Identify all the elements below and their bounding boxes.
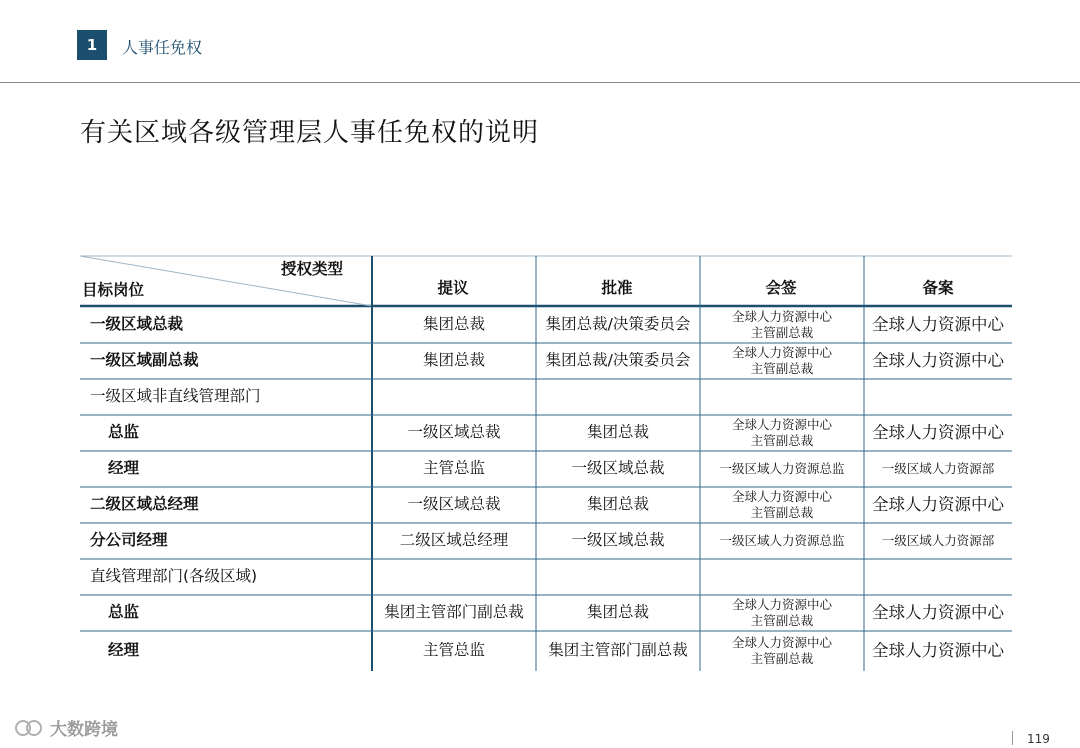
column-header-approve: 批准 (601, 279, 633, 298)
cosign-line: 全球人力资源中心 (731, 635, 832, 651)
cell-cosign (700, 595, 864, 631)
cosign-line: 全球人力资源中心 (731, 597, 832, 613)
watermark-logo (14, 715, 118, 740)
row-label: 一级区域总裁 (90, 315, 184, 334)
cosign-line: 主管副总裁 (750, 361, 814, 376)
cell-approve: 集团主管部门副总裁 (548, 641, 688, 660)
cosign-line: 主管副总裁 (750, 613, 814, 628)
row-label: 总监 (108, 603, 140, 622)
corner-bottom-label: 目标岗位 (82, 281, 145, 300)
cell-propose: 二级区域总经理 (399, 531, 509, 550)
cell-approve: 一级区域总裁 (571, 531, 665, 550)
cell-record: 一级区域人力资源部 (881, 461, 995, 477)
page-number: 119 (1027, 732, 1050, 746)
cell-propose: 集团主管部门副总裁 (384, 603, 524, 622)
row-label: 分公司经理 (90, 531, 168, 550)
cosign-line: 主管副总裁 (750, 651, 814, 666)
cell-propose: 集团总裁 (422, 315, 485, 334)
cell-record: 全球人力资源中心 (872, 602, 1004, 622)
section-number-badge: 1 (77, 30, 107, 60)
cell-record: 全球人力资源中心 (872, 314, 1004, 334)
cell-cosign (700, 523, 864, 559)
row-label: 一级区域非直线管理部门 (90, 387, 261, 406)
cell-record: 全球人力资源中心 (872, 350, 1004, 370)
row-label: 经理 (108, 459, 140, 478)
cosign-line: 全球人力资源中心 (731, 489, 832, 505)
cosign-line: 主管副总裁 (750, 325, 814, 340)
cell-record: 全球人力资源中心 (872, 640, 1004, 660)
row-label: 经理 (108, 641, 140, 660)
corner-top-label: 授权类型 (280, 260, 343, 279)
cosign-line: 全球人力资源中心 (731, 417, 832, 433)
cosign-line: 全球人力资源中心 (731, 345, 832, 361)
cell-propose: 一级区域总裁 (407, 495, 501, 514)
cosign-line: 全球人力资源中心 (731, 309, 832, 325)
cell-cosign (700, 307, 864, 343)
cell-cosign (700, 451, 864, 487)
cell-propose: 集团总裁 (422, 351, 485, 370)
cell-approve: 集团总裁/决策委员会 (545, 351, 691, 370)
row-label: 二级区域总经理 (90, 495, 199, 514)
page-title: 有关区域各级管理层人事任免权的说明 (80, 118, 540, 148)
cell-record: 全球人力资源中心 (872, 422, 1004, 442)
footer-divider (1012, 731, 1013, 745)
cosign-line: 一级区域人力资源总监 (719, 461, 845, 477)
cell-cosign (700, 487, 864, 523)
cell-approve: 集团总裁 (586, 495, 649, 514)
cosign-line: 主管副总裁 (750, 505, 814, 520)
section-title: 人事任免权 (122, 38, 203, 57)
row-label: 一级区域副总裁 (90, 351, 199, 370)
cell-propose: 主管总监 (422, 459, 485, 478)
watermark-text: 大数跨境 (50, 720, 118, 740)
column-header-propose: 提议 (437, 279, 469, 298)
cell-cosign (700, 415, 864, 451)
cell-approve: 集团总裁/决策委员会 (545, 315, 691, 334)
cell-cosign (700, 343, 864, 379)
cosign-line: 主管副总裁 (750, 433, 814, 448)
logo-icon (14, 718, 44, 738)
row-label: 总监 (108, 423, 140, 442)
cell-approve: 集团总裁 (586, 423, 649, 442)
cell-propose: 主管总监 (422, 641, 485, 660)
column-header-record: 备案 (922, 279, 954, 298)
cell-approve: 一级区域总裁 (571, 459, 665, 478)
cell-cosign (700, 631, 864, 671)
cosign-line: 一级区域人力资源总监 (719, 533, 845, 549)
row-label: 直线管理部门(各级区域) (90, 567, 258, 586)
cell-approve: 集团总裁 (586, 603, 649, 622)
column-header-cosign: 会签 (765, 279, 797, 298)
cell-record: 全球人力资源中心 (872, 494, 1004, 514)
cell-propose: 一级区域总裁 (407, 423, 501, 442)
cell-record: 一级区域人力资源部 (881, 533, 995, 549)
